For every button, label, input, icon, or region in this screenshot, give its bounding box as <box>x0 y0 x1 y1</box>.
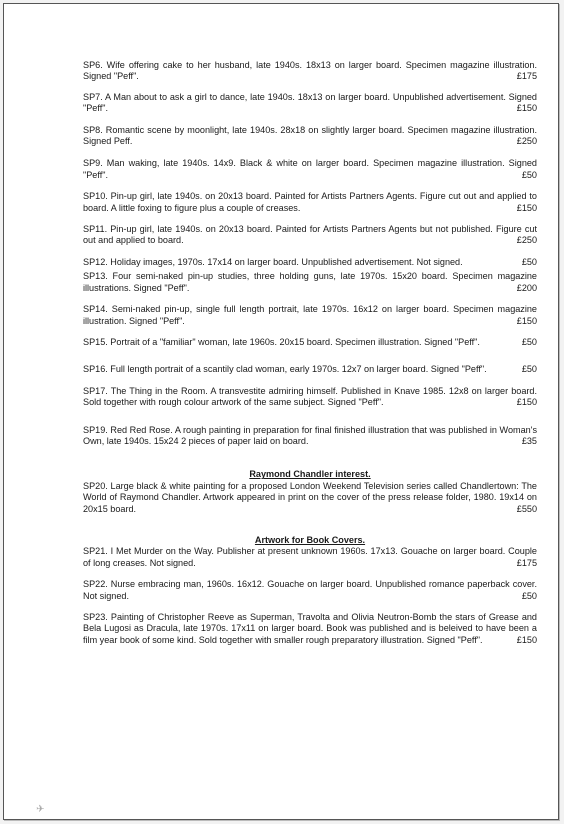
catalogue-item-sp21 <box>83 546 537 569</box>
catalogue-content <box>83 60 537 646</box>
item-price: £50 <box>521 336 537 347</box>
catalogue-item-sp9 <box>83 158 537 181</box>
item-description: SP21. I Met Murder on the Way. Publisher at present unknown 1960s. 17x13. Gouache on larger board. Couple of long creases. Not signed. <box>83 546 537 568</box>
catalogue-item-sp23 <box>83 612 537 646</box>
item-price: £175 <box>516 71 537 82</box>
item-price: £150 <box>516 634 537 645</box>
catalogue-item-sp12 <box>83 257 537 268</box>
item-price: £550 <box>516 503 537 514</box>
section-heading-raymond-chandler: Raymond Chandler interest. <box>249 469 371 480</box>
item-description: SP9. Man waking, late 1940s. 14x9. Black & white on larger board. Specimen magazine illustration. Signed "Peff". <box>83 158 537 180</box>
item-description: SP6. Wife offering cake to her husband, late 1940s. 18x13 on larger board. Specimen magazine illustration. Signed "Peff". <box>83 60 537 82</box>
item-price: £250 <box>516 235 537 246</box>
item-description: SP11. Pin-up girl, late 1940s. on 20x13 board. Painted for Artists Partners Agents but not published. Figure cut out and applied to board. <box>83 224 537 246</box>
catalogue-item-sp13 <box>83 271 537 294</box>
item-price: £35 <box>521 435 537 446</box>
item-description: SP20. Large black & white painting for a proposed London Weekend Television series called Chandlertown: The World of Raymond Chandler. Artwork appeared in print on the cover of the press release folder, 1980. 19x14 on 20x15 board. <box>83 480 537 514</box>
catalogue-item-sp22 <box>83 579 537 602</box>
item-price: £175 <box>516 557 537 568</box>
item-description: SP17. The Thing in the Room. A transvestite admiring himself. Published in Knave 1985. 12x8 on larger board. Sold together with rough colour artwork of the same subject. Signed "Peff". <box>83 385 537 408</box>
catalogue-item-sp16 <box>83 364 537 375</box>
item-price: £50 <box>521 364 537 375</box>
item-description: SP8. Romantic scene by moonlight, late 1940s. 28x18 on slightly larger board. Specimen magazine illustration. Signed Peff. <box>83 124 537 147</box>
catalogue-item-sp14 <box>83 304 537 327</box>
item-description: SP14. Semi-naked pin-up, single full length portrait, late 1970s. 16x12 on larger board. Specimen magazine illustration. Signed "Peff". <box>83 304 537 326</box>
item-price: £200 <box>516 282 537 293</box>
catalogue-item-sp19 <box>83 425 537 448</box>
corner-mark-icon: ✈ <box>36 804 45 815</box>
item-description: SP10. Pin-up girl, late 1940s. on 20x13 board. Painted for Artists Partners Agents. Figure cut out and applied to board. A little foxing to figure plus a couple of creases. <box>83 191 537 213</box>
catalogue-item-sp8 <box>83 125 537 148</box>
item-description: SP7. A Man about to ask a girl to dance, late 1940s. 18x13 on larger board. Unpublished advertisement. Signed "Peff". <box>83 91 537 114</box>
item-description: SP16. Full length portrait of a scantily clad woman, early 1970s. 12x7 on larger board. Signed "Peff". <box>83 364 487 375</box>
catalogue-item-sp6 <box>83 60 537 83</box>
item-price: £50 <box>521 169 537 180</box>
catalogue-item-sp7 <box>83 92 537 115</box>
catalogue-item-sp17 <box>83 386 537 409</box>
item-price: £150 <box>516 315 537 326</box>
catalogue-item-sp15 <box>83 337 537 348</box>
item-description: SP15. Portrait of a "familiar" woman, late 1960s. 20x15 board. Specimen illustration. Signed "Peff". <box>83 336 480 347</box>
catalogue-item-sp10 <box>83 191 537 214</box>
item-description: SP19. Red Red Rose. A rough painting in preparation for final finished illustration that was published in Woman's Own, late 1940s. 15x24 2 pieces of paper laid on board. <box>83 424 537 446</box>
item-description: SP13. Four semi-naked pin-up studies, three holding guns, late 1970s. 15x20 board. Specimen magazine illustrations. Signed "Peff". <box>83 271 537 293</box>
item-price: £150 <box>516 202 537 213</box>
item-price: £150 <box>516 103 537 114</box>
item-description: SP22. Nurse embracing man, 1960s. 16x12. Gouache on larger board. Unpublished romance paperback cover. Not signed. <box>83 579 537 601</box>
catalogue-item-sp20 <box>83 481 537 515</box>
item-price: £50 <box>521 256 537 267</box>
section-heading-book-covers: Artwork for Book Covers. <box>254 534 366 545</box>
item-price: £250 <box>516 136 537 147</box>
catalogue-item-sp11 <box>83 224 537 247</box>
item-price: £150 <box>516 397 537 408</box>
document-page <box>3 3 559 820</box>
item-description: SP23. Painting of Christopher Reeve as Superman, Travolta and Olivia Neutron-Bomb the stars of Grease and Bela Lugosi as Dracula, late 1970s. 17x11 on larger board. Book was published and is beleived to have been a film year book of some kind. Sold together with smaller rough preparatory illustration. Signed "Peff". <box>83 612 537 645</box>
item-price: £50 <box>521 590 537 601</box>
item-description: SP12. Holiday images, 1970s. 17x14 on larger board. Unpublished advertisement. Not signed. <box>83 256 463 267</box>
